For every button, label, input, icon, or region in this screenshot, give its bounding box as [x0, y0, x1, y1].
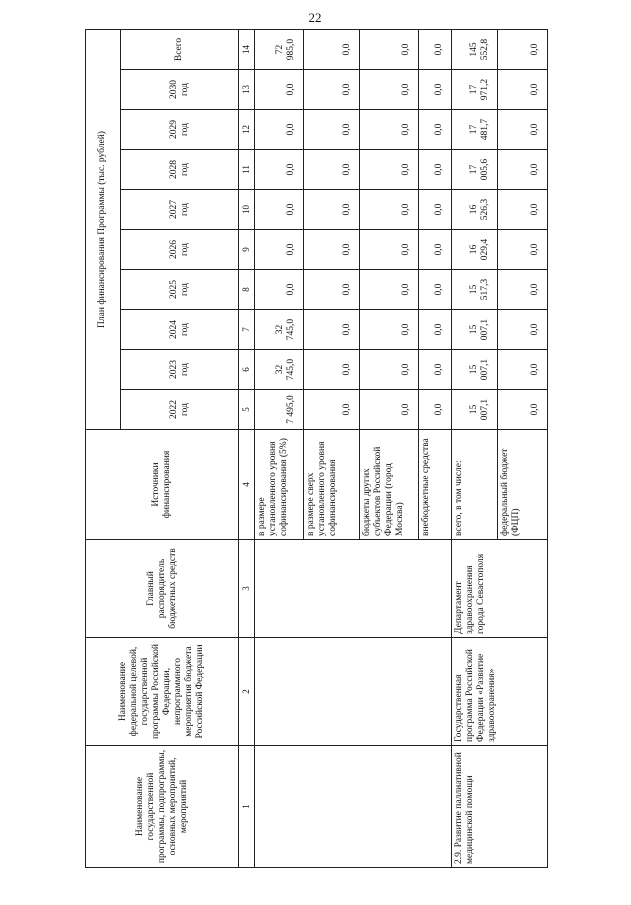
header-year: 2026 год — [120, 230, 238, 270]
cell-value: 0,0 — [419, 190, 452, 230]
column-number: 14 — [239, 29, 254, 69]
header-col3: Главный распорядитель бюджетных средств — [86, 540, 239, 638]
column-number: 9 — [239, 230, 254, 270]
cell-value: 0,0 — [497, 230, 547, 270]
cell-value-total: 0,0 — [359, 29, 419, 69]
cell-value: 0,0 — [419, 390, 452, 430]
cell-value: 0,0 — [497, 350, 547, 390]
column-number: 2 — [239, 638, 254, 746]
cell-value: 32 745,0 — [254, 350, 303, 390]
cell-value: 0,0 — [497, 150, 547, 190]
cell-value: 0,0 — [497, 270, 547, 310]
cell-value: 0,0 — [419, 70, 452, 110]
cell-value: 0,0 — [304, 110, 360, 150]
cell-value: 0,0 — [497, 70, 547, 110]
cell-value: 0,0 — [304, 350, 360, 390]
cell-value: 17 481,7 — [452, 110, 497, 150]
cell-value: 0,0 — [359, 310, 419, 350]
cell-value: 16 526,3 — [452, 190, 497, 230]
cell-value: 17 005,6 — [452, 150, 497, 190]
cell-value: 0,0 — [359, 350, 419, 390]
header-year: 2030 год — [120, 70, 238, 110]
financing-table — [85, 29, 548, 868]
cell-source: в размере установленного уровня софинансирования (5%) — [254, 430, 303, 540]
cell-value: 0,0 — [419, 350, 452, 390]
header-year: 2022 год — [120, 390, 238, 430]
cell-value: 0,0 — [359, 230, 419, 270]
column-number: 13 — [239, 70, 254, 110]
column-number: 1 — [239, 746, 254, 868]
cell-value: 0,0 — [497, 310, 547, 350]
cell-value: 0,0 — [359, 70, 419, 110]
header-year: 2027 год — [120, 190, 238, 230]
cell-value: 0,0 — [419, 150, 452, 190]
cell-value: 0,0 — [359, 150, 419, 190]
cell-value: 0,0 — [497, 190, 547, 230]
cell-source: всего, в том числе: — [452, 430, 497, 540]
cell-value: 0,0 — [304, 70, 360, 110]
cell-value-total: 0,0 — [497, 29, 547, 69]
cell-value: 0,0 — [359, 270, 419, 310]
header-total: Всего — [120, 29, 238, 69]
page-number: 22 — [308, 10, 322, 25]
column-number: 12 — [239, 110, 254, 150]
header-col2: Наименование федеральной целевой, государственной программы Российской Федерации, непрограммного мероприятия бюджета Российской Федерации — [86, 638, 239, 746]
cell-value-total: 0,0 — [304, 29, 360, 69]
cell-value: 0,0 — [304, 270, 360, 310]
cell-measure — [254, 746, 452, 868]
cell-value: 0,0 — [304, 390, 360, 430]
cell-value-total: 145 552,8 — [452, 29, 497, 69]
cell-value: 15 007,1 — [452, 350, 497, 390]
cell-value: 0,0 — [254, 270, 303, 310]
column-number: 3 — [239, 540, 254, 638]
cell-value: 0,0 — [304, 310, 360, 350]
cell-value: 0,0 — [419, 270, 452, 310]
rotated-table-wrapper — [85, 30, 548, 868]
cell-value: 15 007,1 — [452, 310, 497, 350]
cell-value: 0,0 — [419, 310, 452, 350]
cell-value: 0,0 — [359, 190, 419, 230]
cell-value: 15 517,3 — [452, 270, 497, 310]
cell-source: бюджеты других субъектов Российской Федерации (город Москва) — [359, 430, 419, 540]
cell-value: 0,0 — [254, 190, 303, 230]
cell-administrator: Департамент здравоохранения города Севастополя — [452, 540, 548, 638]
cell-value: 17 971,2 — [452, 70, 497, 110]
cell-value: 0,0 — [359, 390, 419, 430]
header-year: 2029 год — [120, 110, 238, 150]
cell-value: 0,0 — [254, 150, 303, 190]
header-col1: Наименование государственной программы, подпрограммы, основных мероприятий, мероприятий — [86, 746, 239, 868]
cell-value: 0,0 — [304, 230, 360, 270]
cell-value: 0,0 — [304, 190, 360, 230]
column-number: 6 — [239, 350, 254, 390]
cell-value: 0,0 — [359, 110, 419, 150]
column-number: 11 — [239, 150, 254, 190]
cell-value: 0,0 — [497, 110, 547, 150]
table-row — [452, 29, 497, 867]
cell-value: 0,0 — [497, 390, 547, 430]
header-col4: Источники финансирования — [86, 430, 239, 540]
cell-program: Государственная программа Российской Федерации «Развитие здравоохранения» — [452, 638, 548, 746]
rotated-table-frame — [85, 30, 548, 868]
column-number: 10 — [239, 190, 254, 230]
cell-value-total: 72 985,0 — [254, 29, 303, 69]
cell-source: внебюджетные средства — [419, 430, 452, 540]
header-year: 2024 год — [120, 310, 238, 350]
cell-value: 0,0 — [254, 70, 303, 110]
cell-source: в размере сверх установленного уровня софинансирования — [304, 430, 360, 540]
header-year: 2025 год — [120, 270, 238, 310]
header-year: 2023 год — [120, 350, 238, 390]
cell-value: 32 745,0 — [254, 310, 303, 350]
cell-value: 0,0 — [254, 230, 303, 270]
cell-value: 0,0 — [419, 230, 452, 270]
cell-value: 0,0 — [304, 150, 360, 190]
cell-value: 0,0 — [254, 110, 303, 150]
cell-value: 7 495,0 — [254, 390, 303, 430]
header-plan: План финансирования Программы (тыс. рублей) — [86, 29, 121, 429]
cell-source: федеральный бюджет (ФЦП) — [497, 430, 547, 540]
column-number: 4 — [239, 430, 254, 540]
cell-program — [254, 638, 452, 746]
cell-value-total: 0,0 — [419, 29, 452, 69]
table-row — [254, 29, 303, 867]
cell-value: 0,0 — [419, 110, 452, 150]
cell-measure: 2.9. Развитие паллиативной медицинской помощи — [452, 746, 548, 868]
cell-value: 15 007,1 — [452, 390, 497, 430]
cell-administrator — [254, 540, 452, 638]
column-number: 5 — [239, 390, 254, 430]
column-number: 7 — [239, 310, 254, 350]
column-number: 8 — [239, 270, 254, 310]
cell-value: 16 029,4 — [452, 230, 497, 270]
header-year: 2028 год — [120, 150, 238, 190]
